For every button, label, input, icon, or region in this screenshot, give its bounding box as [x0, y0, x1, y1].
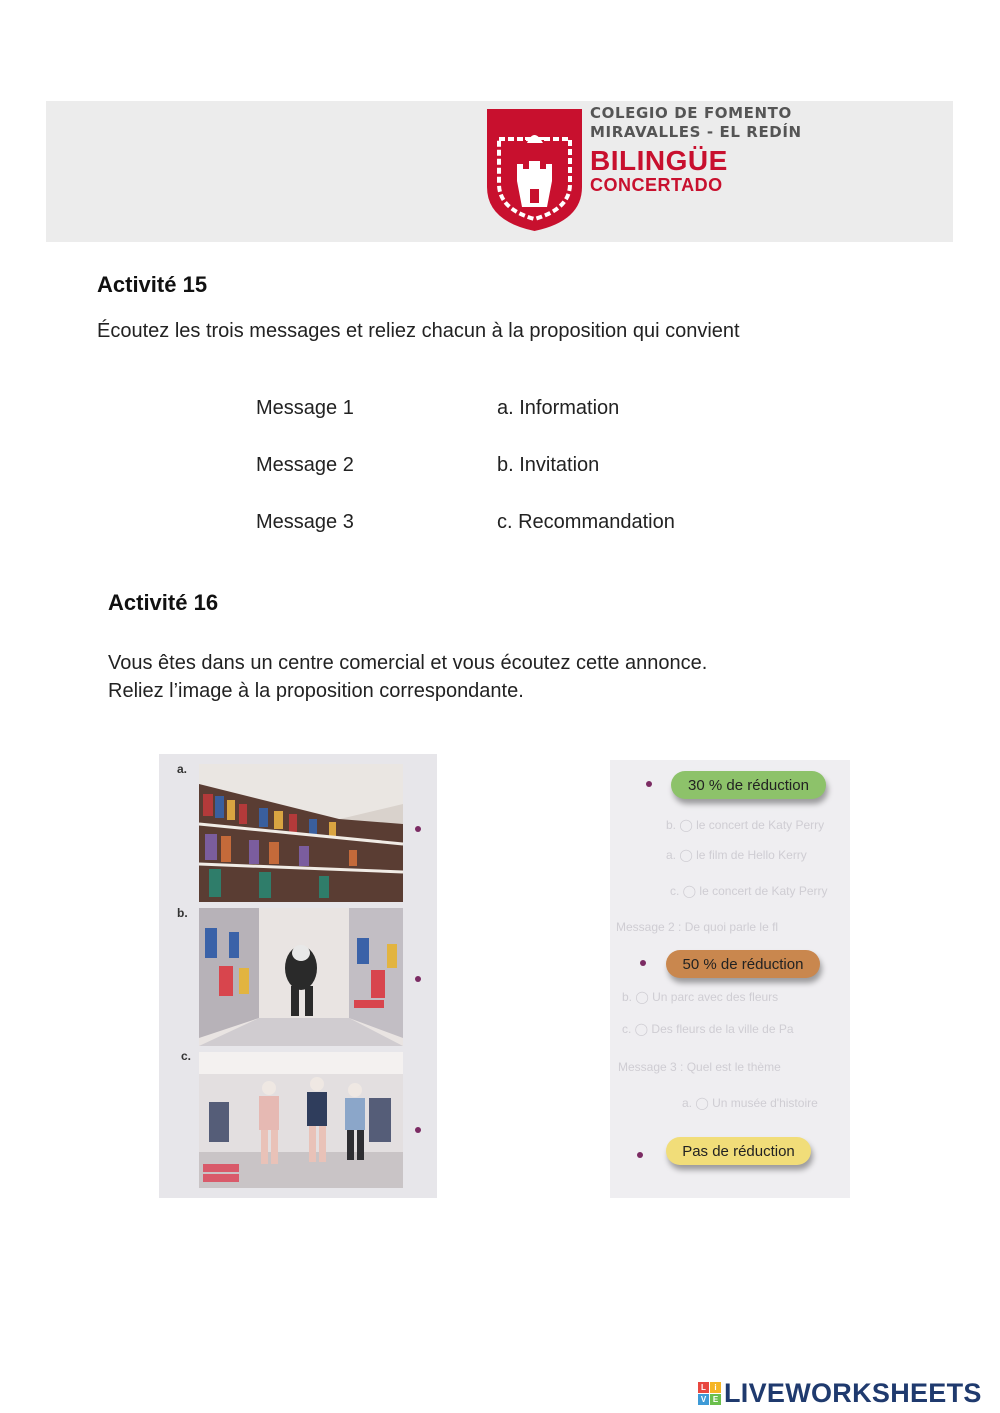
match-dot-label-none[interactable] [637, 1152, 643, 1158]
faded-text-6: c. ◯ Des fleurs de la ville de Pa [622, 1022, 794, 1036]
store-images-scan [159, 754, 437, 1198]
label-no-discount [666, 1137, 811, 1165]
discount-labels-scan [610, 760, 850, 1198]
match-dot-label-30[interactable] [646, 781, 652, 787]
label-50-percent [666, 950, 820, 978]
school-name-line2: MIRAVALLES - EL REDÍN [590, 123, 802, 141]
faded-text-7: Message 3 : Quel est le thème [618, 1060, 781, 1074]
school-concertado-label: CONCERTADO [590, 175, 723, 195]
faded-text-3: c. ◯ le concert de Katy Perry [670, 884, 828, 898]
activity15-title: Activité 15 [97, 272, 208, 297]
school-name-line1: COLEGIO DE FOMENTO [590, 104, 792, 122]
faded-text-1: b. ◯ le concert de Katy Perry [666, 818, 825, 832]
label-30-percent [671, 771, 826, 799]
message-item-1[interactable]: Message 1 [256, 397, 354, 419]
liveworksheets-logo-text: LIVEWORKSHEETS [724, 1378, 982, 1408]
match-dot-image-b[interactable] [415, 976, 421, 982]
school-name [590, 104, 802, 194]
label-50-percent-text: 50 % de réduction [682, 955, 804, 973]
activity16-instruction-line1: Vous êtes dans un centre comercial et vous écoutez cette annonce. [108, 652, 708, 674]
logo-square-l: L [698, 1382, 709, 1393]
clothing-store-mannequins-image [199, 1052, 403, 1188]
image-letter-c: c. [181, 1049, 192, 1063]
bookshop-shelves-image [199, 764, 403, 902]
activity16-instruction-line2: Reliez l’image à la proposition correspondante. [108, 680, 524, 702]
label-30-percent-text: 30 % de réduction [688, 776, 809, 794]
image-letter-b: b. [177, 906, 188, 920]
match-dot-label-50[interactable] [640, 960, 646, 966]
faded-text-5: b. ◯ Un parc avec des fleurs [622, 990, 779, 1004]
activity15-instruction: Écoutez les trois messages et reliez chacun à la proposition qui convient [97, 320, 740, 342]
faded-text-8: a. ◯ Un musée d'histoire [682, 1096, 818, 1110]
faded-text-2: a. ◯ le film de Hello Kerry [666, 848, 807, 862]
logo-square-i: i [710, 1382, 721, 1393]
logo-square-v: V [698, 1394, 709, 1405]
match-dot-image-a[interactable] [415, 826, 421, 832]
liveworksheets-squares-icon [698, 1382, 721, 1405]
school-bilingual-label: BILINGÜE [590, 145, 728, 176]
message-item-2[interactable]: Message 2 [256, 454, 354, 476]
logo-square-e: E [710, 1394, 721, 1405]
message-item-3[interactable]: Message 3 [256, 511, 354, 533]
school-crest-icon [487, 109, 582, 231]
label-no-discount-text: Pas de réduction [682, 1142, 795, 1160]
store-aisle-with-dog-image [199, 908, 403, 1046]
image-letter-a: a. [177, 762, 188, 776]
faded-text-4: Message 2 : De quoi parle le fl [616, 920, 779, 934]
option-item-b[interactable]: b. Invitation [497, 454, 600, 476]
liveworksheets-logo [698, 1378, 982, 1409]
option-item-c[interactable]: c. Recommandation [497, 511, 675, 533]
activity16-title: Activité 16 [108, 590, 219, 615]
match-dot-image-c[interactable] [415, 1127, 421, 1133]
option-item-a[interactable]: a. Information [497, 397, 620, 419]
